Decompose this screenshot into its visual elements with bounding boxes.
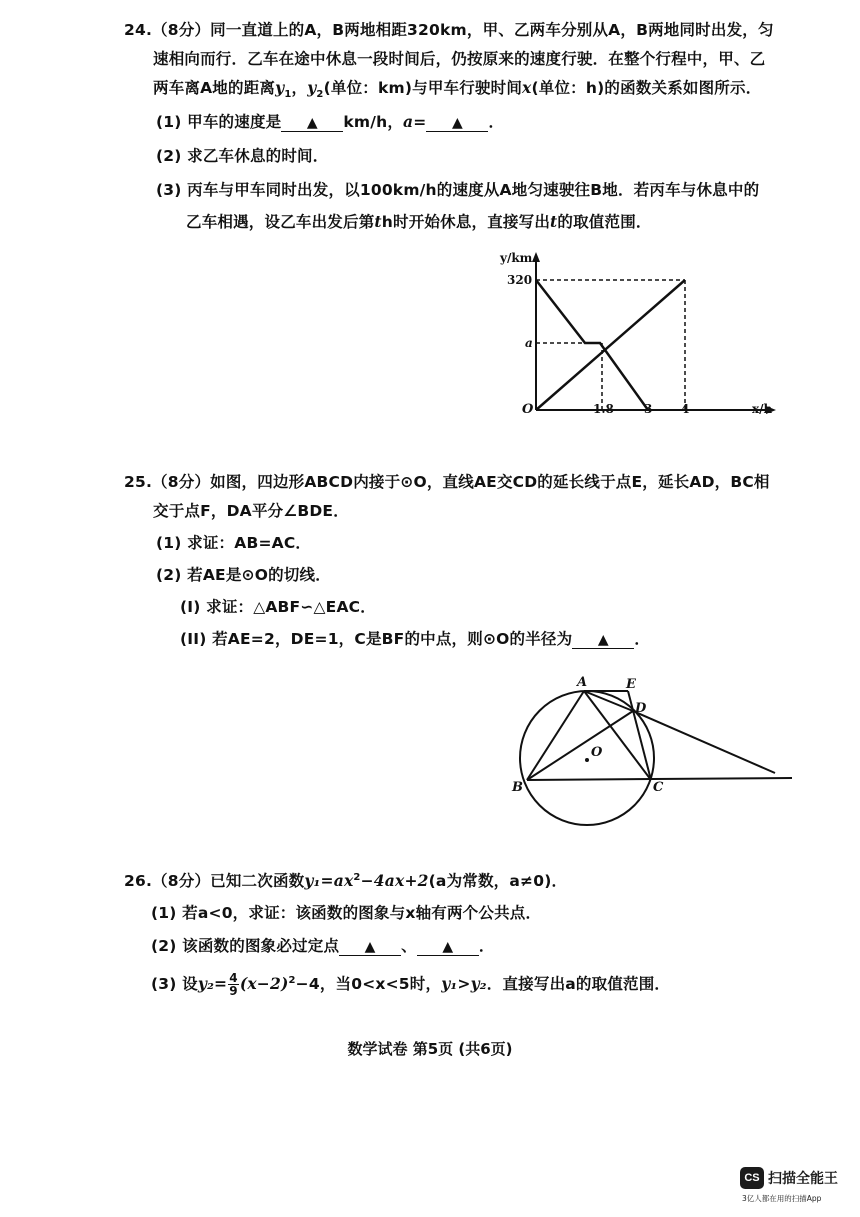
q24-line-1: 24.（8分）同一直道上的A，B两地相距320km，甲、乙两车分别从A，B两地同时出发，匀 — [124, 21, 774, 39]
blank-triangle-icon: ▲ — [364, 939, 376, 955]
var-x: x — [522, 78, 532, 97]
q26-fn-exponent: 2 — [353, 871, 361, 883]
label-d: D — [635, 701, 647, 716]
blank-triangle-icon: ▲ — [597, 632, 609, 648]
q26-part-2: (2) 该函数的图象必过定点 ▲ 、 ▲ ． — [151, 937, 495, 955]
fraction-denominator: 9 — [229, 984, 238, 998]
q25-p2ii-text: (II) 若AE=2，DE=1，C是BF的中点，则⊙O的半径为 — [180, 630, 573, 648]
q24-function-graph — [490, 245, 780, 425]
tick-320: 320 — [507, 273, 533, 287]
q24-p1-eq: = — [413, 113, 427, 131]
tick-3: 3 — [644, 402, 653, 416]
q24-line-3b: (单位：km)与甲车行驶时间 — [323, 79, 523, 97]
logo-app-name: 扫描全能王 — [768, 1171, 838, 1187]
answer-blank[interactable] — [281, 113, 343, 132]
page-footer: 数学试卷 第5页 (共6页) — [347, 1040, 513, 1058]
car-yi-line — [536, 280, 648, 410]
q26-p3-text-2: −4，当0<x<5时， — [295, 975, 442, 993]
q26-part-1: (1) 若a<0，求证：该函数的图象与x轴有两个公共点． — [151, 904, 542, 922]
q26-inequality: y₁>y₂ — [441, 974, 487, 993]
q25-geometry-figure — [500, 668, 800, 840]
q24-line-3: 两车离A地的距离$y_1$，$y_2$(单位：km)与甲车行驶时间x(单位：h)的函数关系如图所示． — [153, 78, 762, 101]
tick-4: 4 — [681, 402, 690, 416]
fraction-4-9 — [228, 972, 239, 997]
logo-tagline: 3亿人都在用的扫描App — [742, 1194, 822, 1203]
answer-blank[interactable] — [417, 937, 479, 956]
q26-part-3 — [151, 972, 670, 997]
q25-part-1: (1) 求证：AB=AC． — [156, 534, 312, 552]
q24-part-3b — [186, 210, 652, 232]
var-y1: y — [275, 78, 285, 97]
var-a: a — [403, 112, 414, 131]
var-t: t — [374, 212, 382, 231]
q26-line-1 — [124, 869, 567, 891]
q24-line-3c: (单位：h)的函数关系如图所示． — [531, 79, 762, 97]
var-y1-sub: 1 — [284, 89, 292, 101]
q26-p3-expr: (x−2) — [239, 974, 289, 993]
origin-label: O — [522, 402, 534, 417]
q24-p1-text: (1) 甲车的速度是 — [156, 113, 282, 131]
q24-p3-text-2: h时开始休息，直接写出 — [381, 213, 551, 231]
q26-y2: y₂= — [197, 974, 228, 993]
q25-part-2-ii: (II) 若AE=2，DE=1，C是BF的中点，则⊙O的半径为 ▲ ． — [180, 630, 651, 648]
fraction-numerator: 4 — [229, 971, 238, 985]
y-axis-label: y/km — [500, 251, 533, 265]
x-axis-label: x/h — [752, 402, 773, 416]
q24-line-2: 速相向而行．乙车在途中休息一段时间后，仍按原来的速度行驶．在整个行程中，甲、乙 — [153, 50, 766, 68]
q25-line-2: 交于点F，DA平分∠BDE． — [153, 502, 349, 520]
var-t: t — [550, 212, 558, 231]
q26-l1-tail: (a为常数，a≠0)． — [428, 872, 568, 890]
scanner-watermark-logo — [740, 1165, 852, 1209]
car-jia-line — [536, 280, 685, 410]
tick-1-8: 1.8 — [593, 402, 614, 416]
q26-p3-exponent: 2 — [288, 974, 296, 986]
segment-ab — [527, 691, 584, 780]
q24-p3-text-1: 乙车相遇，设乙车出发后第 — [186, 213, 375, 231]
y-axis-arrow — [532, 252, 540, 262]
segment-bd — [527, 711, 633, 780]
answer-blank[interactable] — [339, 937, 401, 956]
q25-part-2: (2) 若AE是⊙O的切线． — [156, 566, 331, 584]
q24-part-2: (2) 求乙车休息的时间． — [156, 147, 329, 165]
q26-p2-text: (2) 该函数的图象必过定点 — [151, 937, 340, 955]
center-point — [585, 758, 589, 762]
q25-line-1: 25.（8分）如图，四边形ABCD内接于⊙O，直线AE交CD的延长线于点E，延长AD，BC相 — [124, 473, 770, 491]
label-e: E — [626, 677, 636, 692]
q24-p1-unit: km/h， — [343, 113, 404, 131]
q26-p3-text-3: ．直接写出a的取值范围． — [486, 975, 671, 993]
blank-triangle-icon: ▲ — [451, 115, 463, 131]
q26-function-y1: y₁=ax — [304, 871, 354, 890]
tick-a: a — [525, 336, 533, 350]
q24-p3-text-3: 的取值范围． — [557, 213, 652, 231]
q24-part-3: (3) 丙车与甲车同时出发，以100km/h的速度从A地匀速驶往B地．若丙车与休息中的 — [156, 181, 760, 199]
q24-part-1: (1) 甲车的速度是 ▲ km/h，a= ▲ ． — [156, 112, 505, 131]
q26-function-rest: −4ax+2 — [360, 871, 429, 890]
q25-part-2-i: (I) 求证：△ABF∽△EAC． — [180, 598, 376, 616]
answer-blank[interactable] — [426, 113, 488, 132]
label-a: A — [577, 675, 588, 690]
blank-triangle-icon: ▲ — [442, 939, 454, 955]
label-o: O — [591, 745, 603, 760]
var-y2-sub: 2 — [316, 89, 324, 101]
q24-line-3a: 两车离A地的距离 — [153, 79, 276, 97]
label-b: B — [512, 780, 523, 795]
q26-p2-sep: 、 — [401, 937, 417, 955]
q26-p3-text-1: (3) 设 — [151, 975, 198, 993]
blank-triangle-icon: ▲ — [306, 115, 318, 131]
cs-logo-icon: CS — [740, 1167, 764, 1189]
var-y2: y — [307, 78, 317, 97]
q26-l1-text: 26.（8分）已知二次函数 — [124, 872, 305, 890]
label-c: C — [653, 780, 664, 795]
answer-blank[interactable] — [572, 630, 634, 649]
